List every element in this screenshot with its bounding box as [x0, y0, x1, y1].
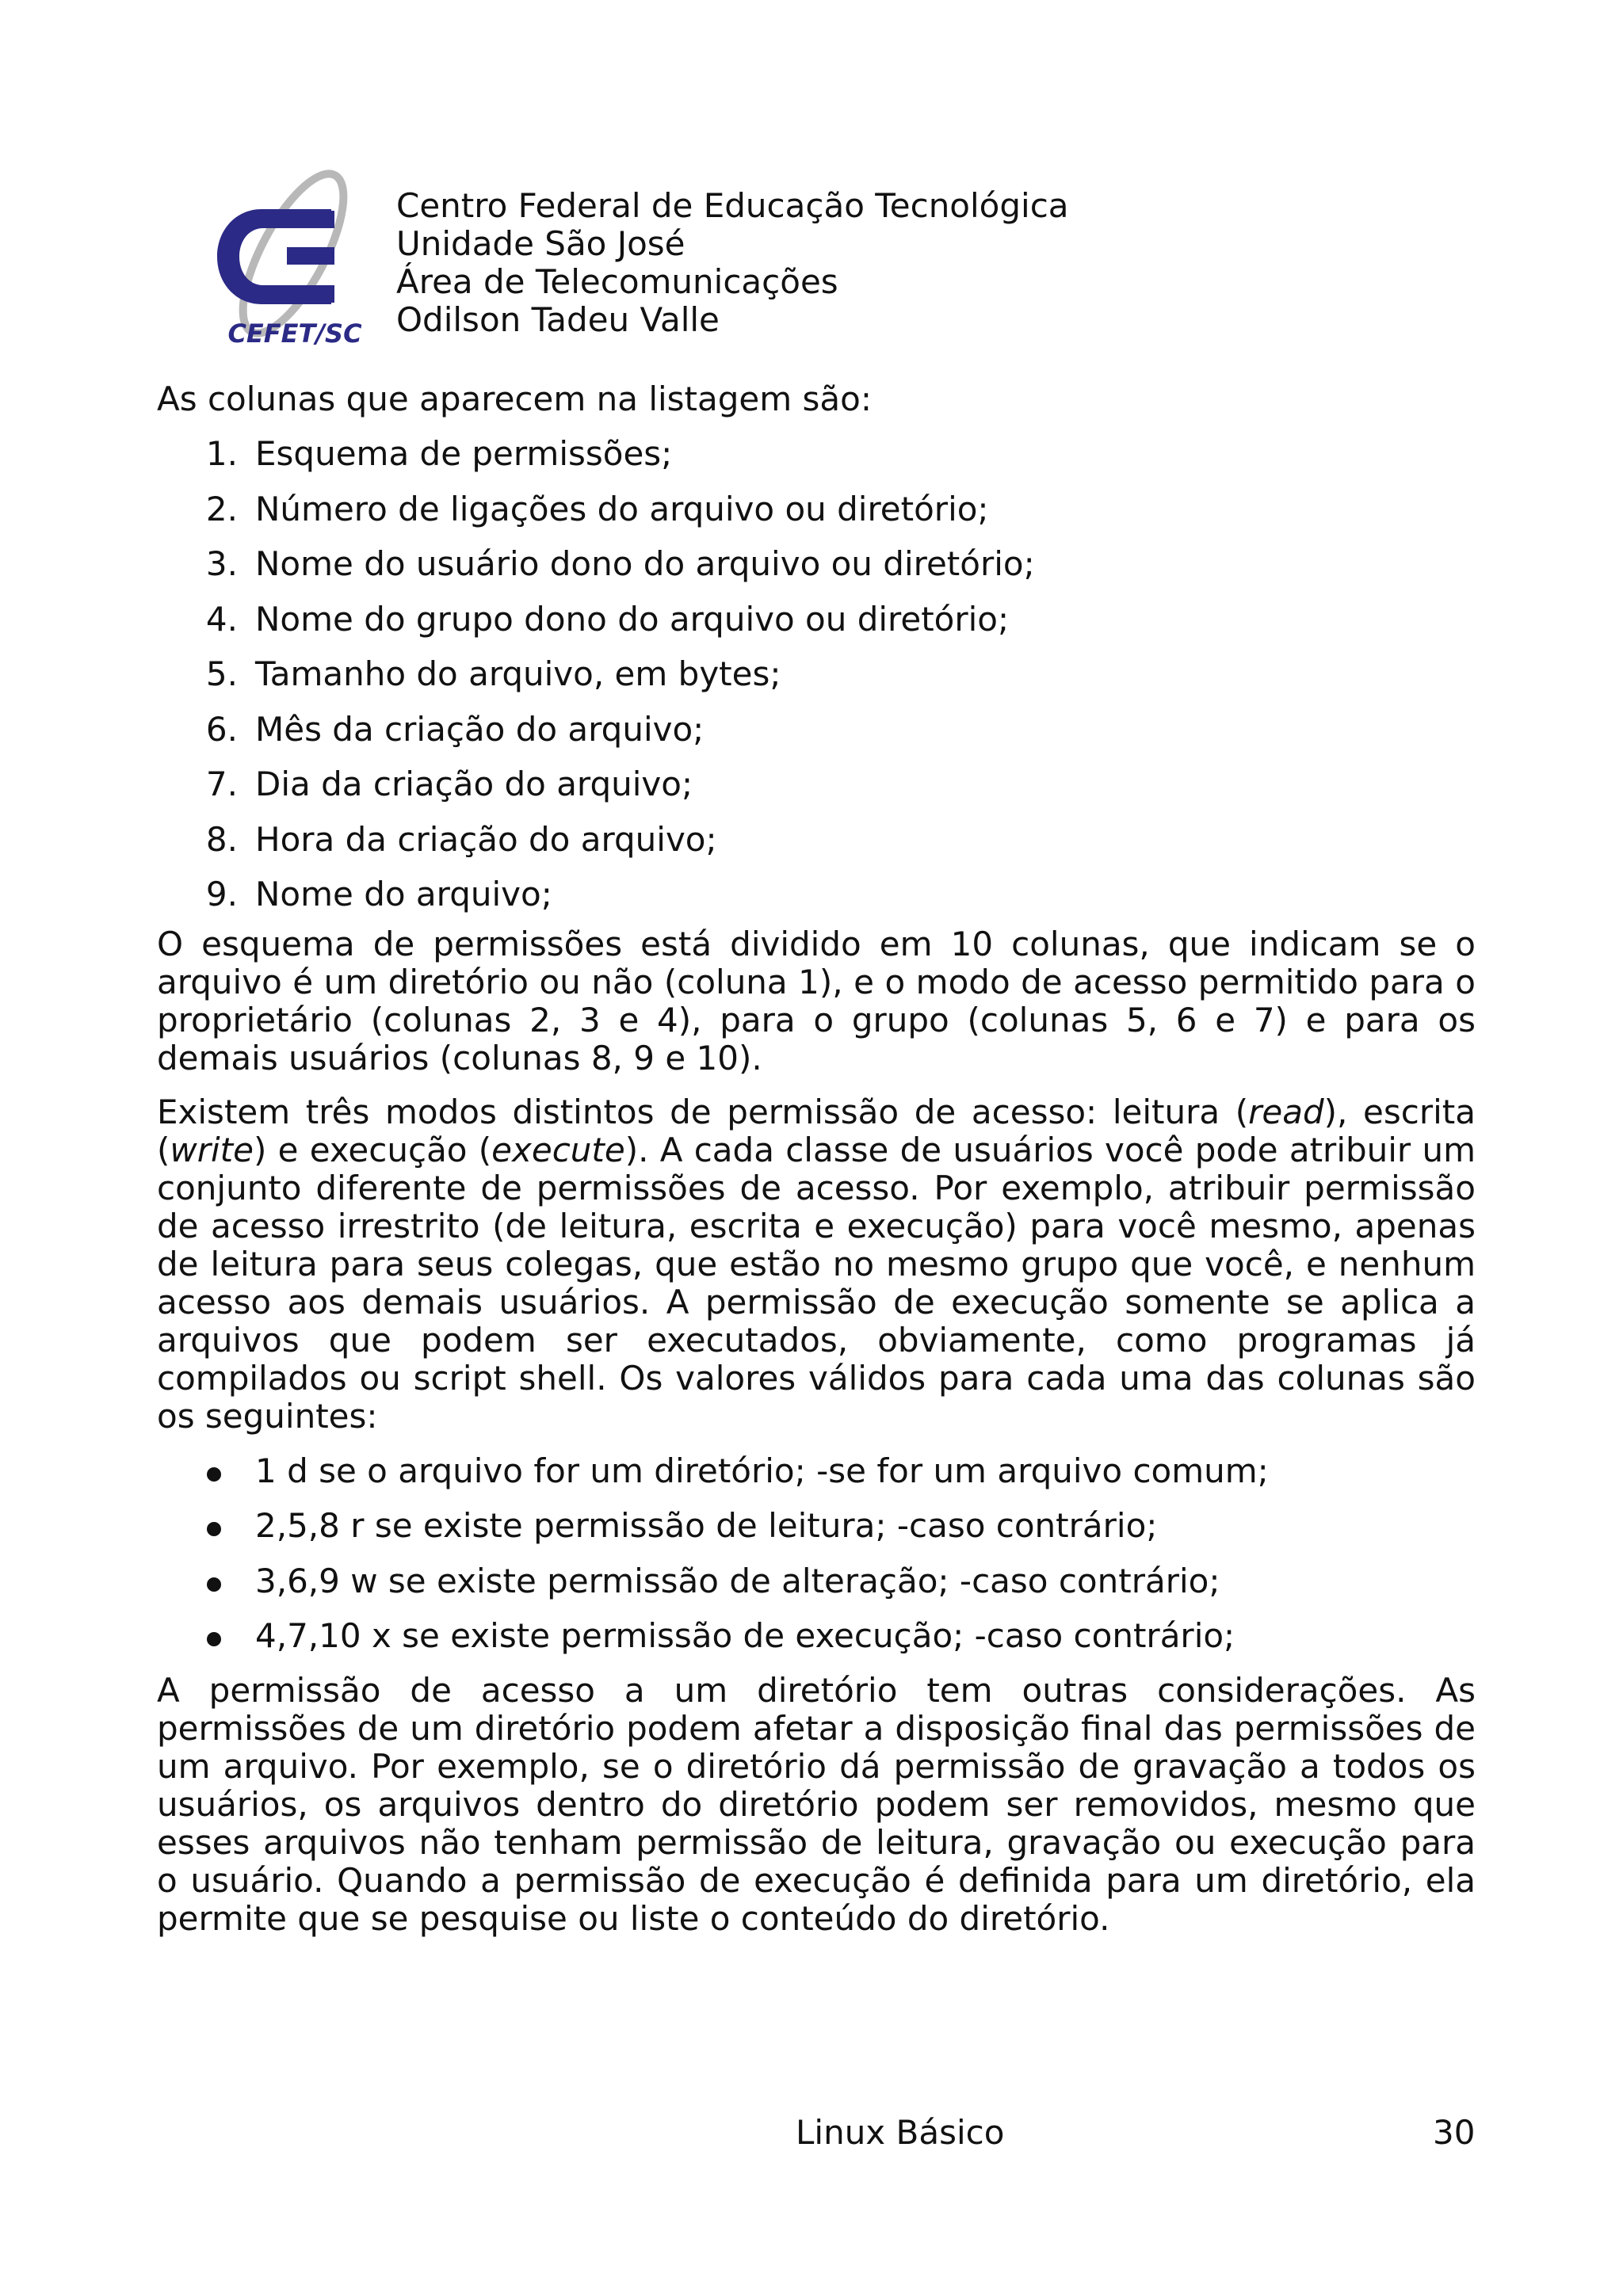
list-number: 5. [205, 654, 238, 693]
list-number: 3. [205, 544, 238, 583]
page-content [157, 380, 1476, 1938]
list-number: 6. [205, 709, 238, 749]
list-item [157, 592, 1476, 647]
footer-title: Linux Básico [796, 2113, 1005, 2152]
svg-text:CEFET/SC: CEFET/SC [227, 318, 362, 349]
bullet-item [157, 1554, 1476, 1609]
list-number: 8. [205, 819, 238, 859]
bullet-text: 1 d se o arquivo for um diretório; -se for um arquivo comum; [255, 1451, 1269, 1490]
permission-values-list [157, 1444, 1476, 1664]
bullet-text: 4,7,10 x se existe permissão de execução; -caso contrário; [255, 1616, 1235, 1655]
list-item [157, 757, 1476, 812]
list-item [157, 812, 1476, 868]
italic-term: read [1248, 1092, 1324, 1131]
text-run: ) e execução ( [254, 1130, 492, 1169]
institution-header [396, 187, 1069, 339]
list-item [157, 536, 1476, 592]
list-number: 4. [205, 599, 238, 639]
bullet-text: 2,5,8 r se existe permissão de leitura; -caso contrário; [255, 1506, 1158, 1545]
header-line-area: Área de Telecomunicações [396, 262, 838, 301]
list-item [157, 426, 1476, 482]
directory-permission-paragraph: A permissão de acesso a um diretório tem outras considerações. As permissões de um diretório podem afetar a disposição final das permissões de um arquivo. Por exemplo, se o diretório dá permissão de gravação a todos os usuários, os arquivos dentro do diretório podem ser removidos, mesmo que esses arquivos não tenham permissão de leitura, gravação ou execução para o usuário. Quando a permissão de execução é definida para um diretório, ela permite que se pesquise ou liste o conteúdo do diretório. [157, 1670, 1476, 1938]
italic-term: execute [491, 1130, 625, 1169]
permission-scheme-paragraph: O esquema de permissões está dividido em 10 colunas, que indicam se o arquivo é um diretório ou não (coluna 1), e o modo de acesso permitido para o proprietário (colunas 2, 3 e 4), para o grupo (colunas 5, 6 e 7) e para os demais usuários (colunas 8, 9 e 10). [157, 924, 1476, 1077]
list-text: Número de ligações do arquivo ou diretório; [255, 489, 989, 528]
bullet-dot-icon [207, 1522, 221, 1536]
list-text: Mês da criação do arquivo; [255, 709, 705, 749]
intro-text: As colunas que aparecem na listagem são: [157, 379, 872, 418]
list-number: 1. [205, 434, 238, 473]
list-number: 2. [205, 489, 238, 528]
bullet-item [157, 1608, 1476, 1664]
list-item [157, 702, 1476, 757]
list-number: 7. [205, 765, 238, 803]
list-item [157, 482, 1476, 537]
page-number: 30 [1433, 2113, 1476, 2152]
list-text: Nome do usuário dono do arquivo ou diretório; [255, 544, 1035, 583]
cefet-logo [192, 165, 379, 352]
list-item [157, 646, 1476, 702]
bullet-item [157, 1498, 1476, 1554]
list-text: Hora da criação do arquivo; [255, 819, 717, 859]
list-item [157, 867, 1476, 922]
list-text: Esquema de permissões; [255, 434, 673, 473]
bullet-dot-icon [207, 1632, 221, 1646]
list-text: Nome do arquivo; [255, 875, 552, 913]
header-line-institution: Centro Federal de Educação Tecnológica [396, 186, 1069, 225]
text-run: ), escrita ( [157, 1092, 1476, 1169]
access-modes-paragraph [157, 1093, 1476, 1436]
list-text: Tamanho do arquivo, em bytes; [255, 654, 781, 693]
text-run: ). A cada classe de usuários você pode atribuir um conjunto diferente de permissões de acesso. Por exemplo, atribuir permissão de acesso irrestrito (de leitura, escrita e execução) para você mesmo, apenas de leitura para seus colegas, que estão no mesmo grupo que você, e nenhum acesso aos demais usuários. A permissão de execução somente se aplica a arquivos que podem ser executados, obviamente, como programas já compilados ou script shell. Os valores válidos para cada uma das colunas são os seguintes: [157, 1130, 1476, 1436]
text-run: Existem três modos distintos de permissão de acesso: leitura ( [157, 1092, 1249, 1131]
bullet-item [157, 1444, 1476, 1499]
list-number: 9. [205, 875, 238, 913]
bullet-text: 3,6,9 w se existe permissão de alteração; -caso contrário; [255, 1561, 1220, 1600]
bullet-dot-icon [207, 1467, 221, 1482]
columns-list [157, 426, 1476, 922]
list-text: Nome do grupo dono do arquivo ou diretório; [255, 599, 1010, 639]
header-line-unit: Unidade São José [396, 224, 685, 263]
list-text: Dia da criação do arquivo; [255, 765, 693, 803]
bullet-dot-icon [207, 1577, 221, 1592]
italic-term: write [170, 1130, 254, 1169]
header-line-author: Odilson Tadeu Valle [396, 300, 720, 339]
